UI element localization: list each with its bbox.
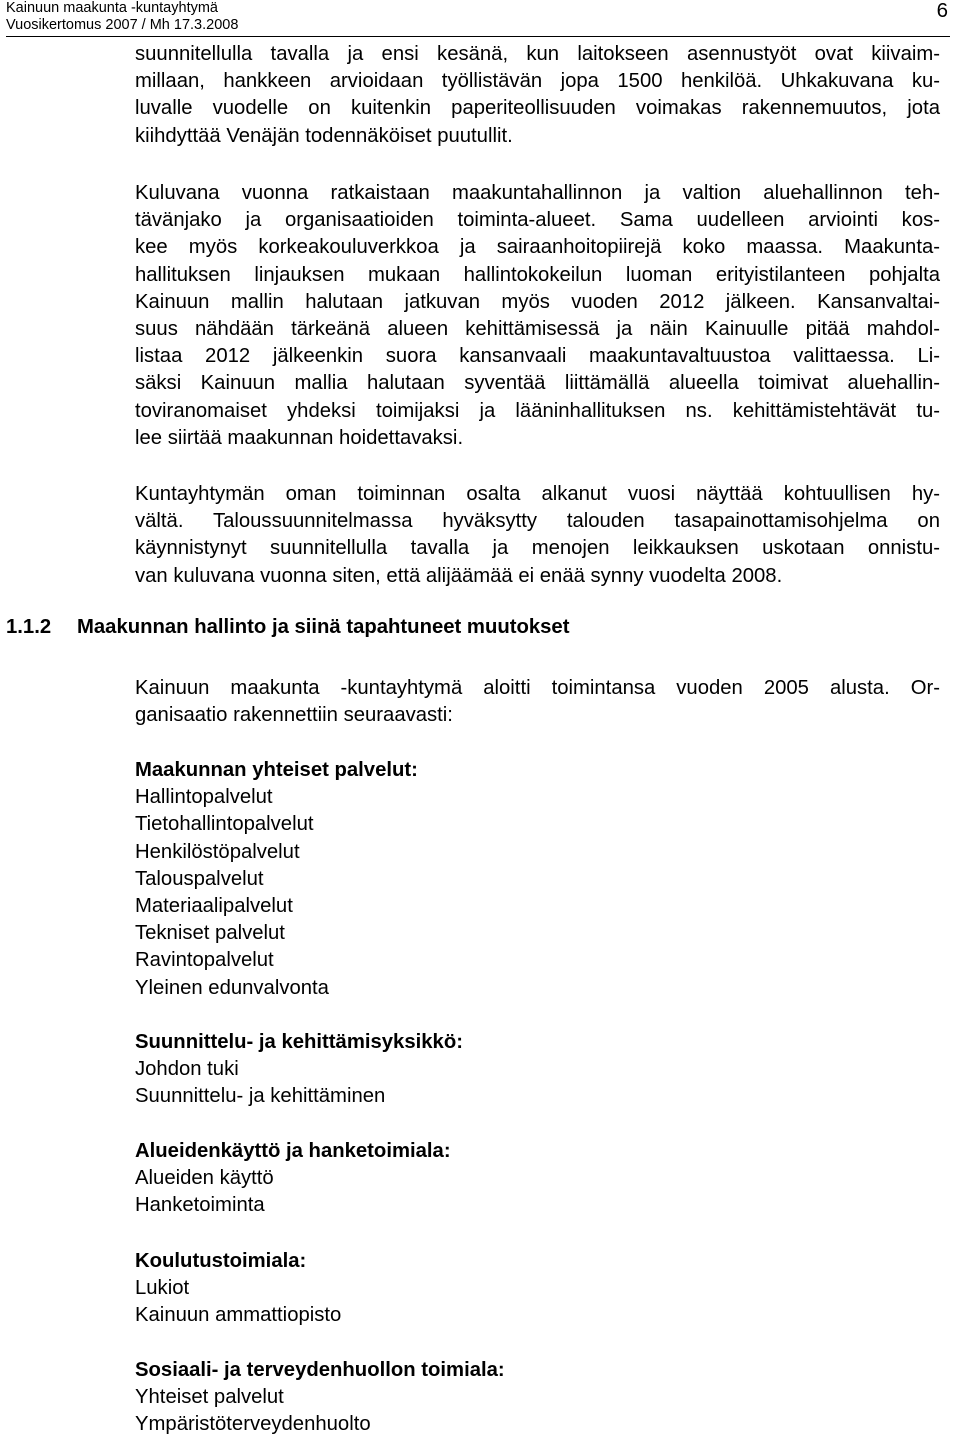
- org-group-common-services: [135, 757, 418, 1002]
- org-unit: Materiaalipalvelut: [135, 894, 293, 917]
- paragraph-line: tävänjako ja organisaatioiden toiminta-alueet. Sama uudelleen arviointi kos-: [135, 209, 940, 232]
- paragraph-line: ganisaatio rakennettiin seuraavasti:: [135, 704, 453, 727]
- org-group-education: [135, 1248, 341, 1330]
- org-group-title: Koulutustoimiala:: [135, 1250, 307, 1272]
- org-group-social-health: [135, 1357, 505, 1439]
- org-unit: Ravintopalvelut: [135, 949, 274, 972]
- org-group-title: Maakunnan yhteiset palvelut:: [135, 759, 418, 781]
- paragraph-3: [135, 481, 940, 590]
- org-unit: Suunnittelu- ja kehittäminen: [135, 1085, 386, 1108]
- org-unit: Alueiden käyttö: [135, 1167, 274, 1190]
- paragraph-line: suus nähdään tärkeänä alueen kehittämisessä ja näin Kainuulle pitää mahdol-: [135, 317, 940, 340]
- org-unit: Tekniset palvelut: [135, 922, 285, 945]
- org-group-title: Alueidenkäyttö ja hanketoimiala:: [135, 1140, 451, 1162]
- paragraph-line: vältä. Taloussuunnitelmassa hyväksytty talouden tasapainottamisohjelma on: [135, 510, 940, 533]
- org-group-title: Sosiaali- ja terveydenhuollon toimiala:: [135, 1359, 505, 1381]
- paragraph-line: Kainuun maakunta -kuntayhtymä aloitti toimintansa vuoden 2005 alusta. Or-: [135, 677, 940, 699]
- org-unit: Yleinen edunvalvonta: [135, 976, 329, 999]
- org-unit: Talouspalvelut: [135, 867, 264, 890]
- page-number: 6: [936, 0, 948, 22]
- intro-paragraph: [135, 675, 940, 729]
- org-unit: Kainuun ammattiopisto: [135, 1304, 342, 1327]
- header-organization: Kainuun maakunta -kuntayhtymä: [6, 0, 218, 16]
- paragraph-line: kiihdyttää Venäjän todennäköiset puutullit.: [135, 124, 513, 147]
- org-unit: Hallintopalvelut: [135, 786, 273, 809]
- paragraph-1: [135, 41, 940, 150]
- page-header: [6, 0, 238, 34]
- org-unit: Johdon tuki: [135, 1058, 239, 1081]
- paragraph-line: käynnistynyt suunnitellulla tavalla ja menojen leikkauksen uskotaan onnistu-: [135, 537, 940, 560]
- paragraph-line: hallituksen linjauksen mukaan hallintokokeilun luoman erityistilanteen pohjalta: [135, 263, 940, 286]
- paragraph-line: toviranomaiset yhdeksi toimijaksi ja lääninhallituksen ns. kehittämistehtävät tu-: [135, 399, 940, 422]
- org-group-land-use-projects: [135, 1138, 451, 1220]
- org-unit: Yhteiset palvelut: [135, 1386, 284, 1409]
- paragraph-line: Kuntayhtymän oman toiminnan osalta alkanut vuosi näyttää kohtuullisen hy-: [135, 483, 940, 505]
- paragraph-line: van kuluvana vuonna siten, että alijäämää ei enää synny vuodelta 2008.: [135, 564, 783, 587]
- paragraph-line: säksi Kainuun mallia halutaan syventää liittämällä alueella toimivat aluehallin-: [135, 372, 940, 395]
- org-group-title: Suunnittelu- ja kehittämisyksikkö:: [135, 1031, 463, 1053]
- org-unit: Lukiot: [135, 1277, 190, 1300]
- header-divider: [6, 36, 950, 37]
- paragraph-line: lee siirtää maakunnan hoidettavaksi.: [135, 426, 464, 449]
- org-group-planning-development: [135, 1029, 463, 1111]
- paragraph-2: [135, 180, 940, 452]
- paragraph-line: suunnitellulla tavalla ja ensi kesänä, kun laitokseen asennustyöt ovat kiivaim-: [135, 43, 940, 65]
- section-title: Maakunnan hallinto ja siinä tapahtuneet muutokset: [77, 616, 570, 638]
- org-unit: Tietohallintopalvelut: [135, 813, 314, 836]
- paragraph-line: kee myös korkeakouluverkkoa ja sairaanhoitopiirejä koko maassa. Maakunta-: [135, 236, 940, 259]
- paragraph-line: luvalle vuodelle on kuitenkin paperiteollisuuden voimakas rakennemuutos, jota: [135, 97, 940, 120]
- paragraph-line: listaa 2012 jälkeenkin suora kansanvaali maakuntavaltuustoa valittaessa. Li-: [135, 345, 940, 368]
- paragraph-line: Kainuun mallin halutaan jatkuvan myös vuoden 2012 jälkeen. Kansanvaltai-: [135, 290, 940, 313]
- paragraph-line: millaan, hankkeen arvioidaan työllistävän jopa 1500 henkilöä. Uhkakuvana ku-: [135, 70, 940, 93]
- org-unit: Ympäristöterveydenhuolto: [135, 1413, 371, 1436]
- org-unit: Henkilöstöpalvelut: [135, 840, 300, 863]
- section-number: 1.1.2: [6, 616, 52, 638]
- paragraph-line: Kuluvana vuonna ratkaistaan maakuntahallinnon ja valtion aluehallinnon teh-: [135, 182, 940, 204]
- header-report-info: Vuosikertomus 2007 / Mh 17.3.2008: [6, 17, 239, 33]
- org-unit: Hanketoiminta: [135, 1194, 265, 1217]
- section-heading: [6, 614, 569, 641]
